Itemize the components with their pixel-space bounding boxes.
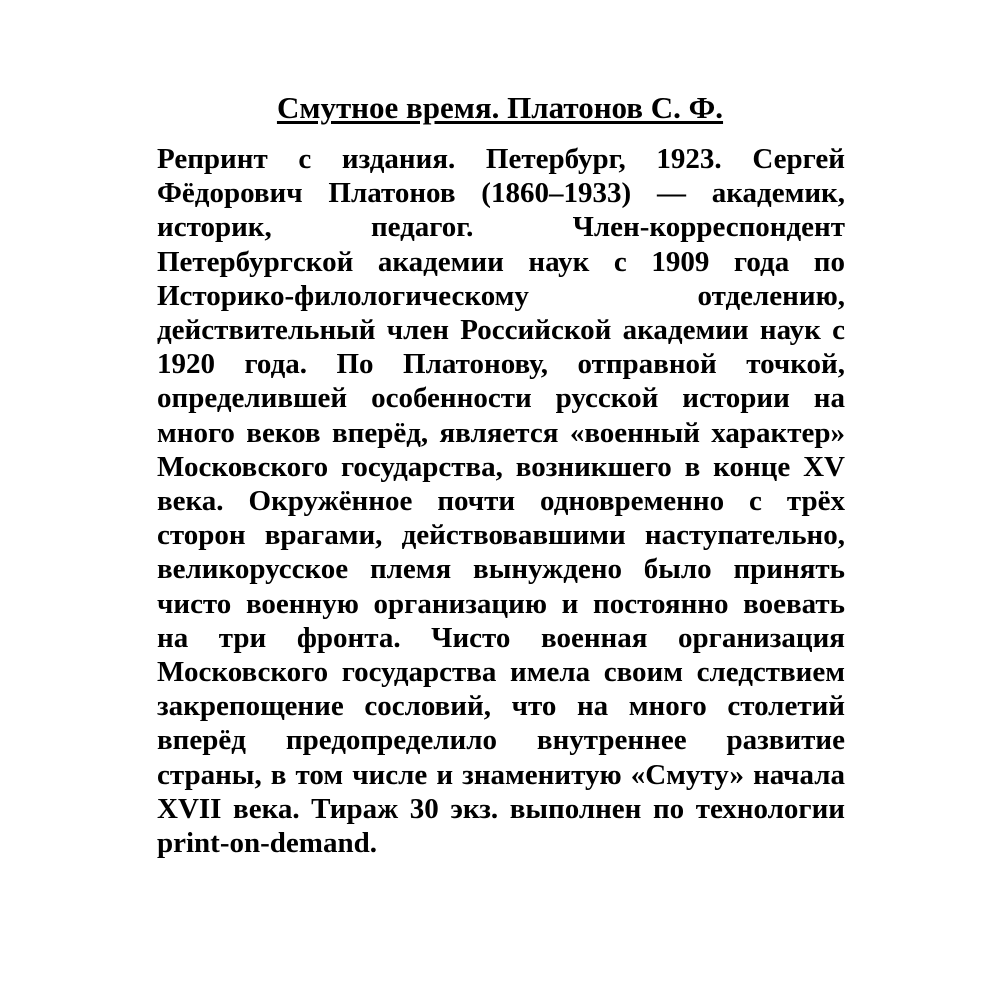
document-body-text: Репринт с издания. Петербург, 1923. Сергей Фёдорович Платонов (1860–1933) — академик, историк, педагог. Член-корреспондент Петербургской академии наук с 1909 года по Историко-филологическому отделению, действительный член Российской академии наук с 1920 года. По Платонову, отправной точкой, определившей особенности русской истории на много веков вперёд, является «военный характер» Московского государства, возникшего в конце XV века. Окружённое почти одновременно с трёх сторон врагами, действовавшими наступательно, великорусское племя вынуждено было принять чисто военную организацию и постоянно воевать на три фронта. Чисто военная организация Московского государства имела своим следствием закрепощение сословий, что на много столетий вперёд предопределило внутреннее развитие страны, в том числе и знаменитую «Смуту» начала XVII века. Тираж 30 экз. выполнен по технологии print-on-demand. bbox=[157, 143, 845, 860]
document-title: Смутное время. Платонов С. Ф. bbox=[276, 90, 724, 125]
